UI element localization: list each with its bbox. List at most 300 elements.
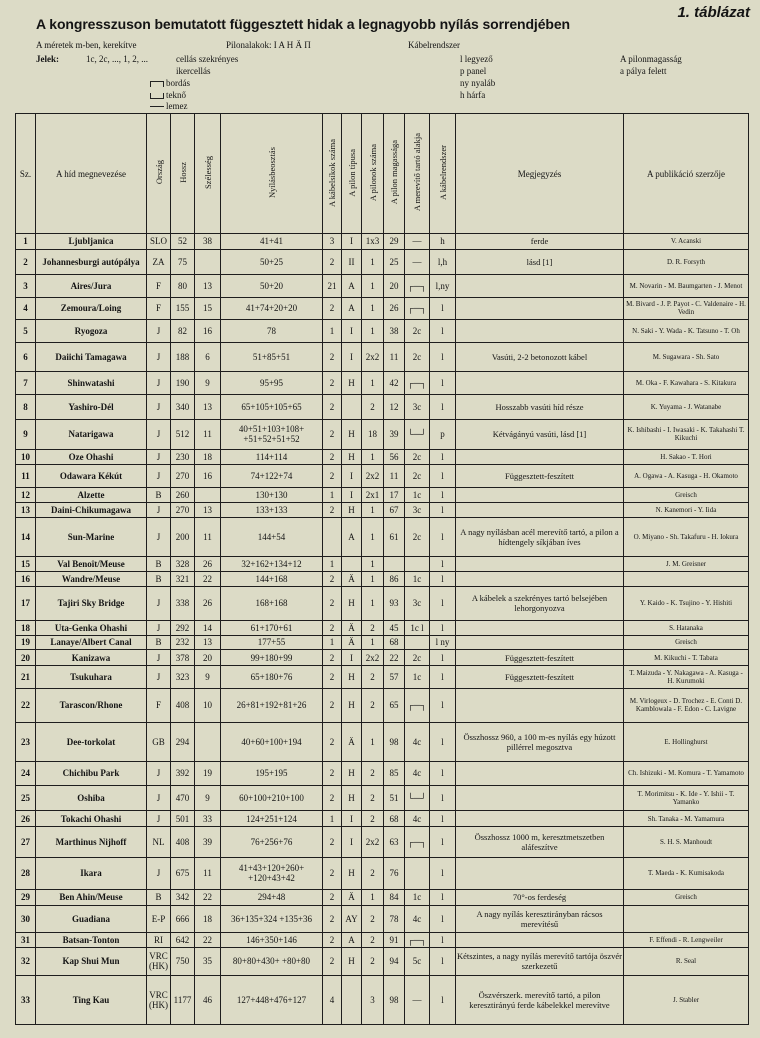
cell-count: 2 [362,932,384,947]
cell-width: 13 [195,502,221,517]
cell-length: 230 [171,449,195,465]
cell-count: 2 [362,620,384,635]
cell-count: 1x3 [362,234,384,250]
cell-sz: 23 [16,722,36,761]
legend-cable-harp: h hárfa [460,90,486,100]
table-row [16,395,749,420]
cell-girder: 2c [405,342,430,372]
cell-pylon: H [342,786,362,811]
cell-remark [456,932,624,947]
cell-planes: 2 [323,889,342,905]
cell-spans: 124+251+124 [221,811,323,827]
cell-height: 63 [384,827,405,858]
cell-pylon: Ä [342,572,362,587]
cell-count: 3 [362,975,384,1024]
cell-remark: Függesztett-feszített [456,465,624,488]
cell-cable: l [430,761,456,786]
cell-country: J [147,449,171,465]
cell-width: 13 [195,274,221,297]
table-row [16,502,749,517]
cell-pylon: H [342,857,362,889]
table-row [16,761,749,786]
cell-length: 270 [171,465,195,488]
cell-name: Natarigawa [36,420,147,450]
cell-spans: 127+448+476+127 [221,975,323,1024]
legend-plate-label: lemez [166,101,188,111]
cell-width: 10 [195,688,221,722]
cell-length: 675 [171,857,195,889]
cell-length: 501 [171,811,195,827]
cell-girder: 4c [405,761,430,786]
cell-sz: 5 [16,320,36,343]
cell-pylon: H [342,449,362,465]
cell-author: S. H. S. Manhoudt [624,827,749,858]
header-spans [221,114,323,234]
table-row [16,297,749,320]
cell-width: 26 [195,586,221,620]
legend-trough-label: teknő [166,90,186,100]
cell-spans: 95+95 [221,372,323,395]
cell-spans: 32+162+134+12 [221,557,323,572]
cell-sz: 25 [16,786,36,811]
cell-length: 52 [171,234,195,250]
legend-plate [150,101,188,111]
table-row [16,488,749,503]
header-sz: Sz. [16,114,36,234]
cell-pylon: H [342,420,362,450]
cell-sz: 18 [16,620,36,635]
cell-length: 642 [171,932,195,947]
cell-country: J [147,811,171,827]
cell-pylon: H [342,688,362,722]
header-pylon-type [342,114,362,234]
header-cable-planes-label: A kábelsíkok száma [327,138,337,207]
cell-cable: l [430,517,456,557]
cell-pylon: II [342,249,362,274]
cell-length: 321 [171,572,195,587]
cell-count: 1 [362,297,384,320]
cell-cable: l [430,722,456,761]
legend-ribbed [150,78,190,88]
cell-author: Greisch [624,488,749,503]
cell-sz: 4 [16,297,36,320]
cell-length: 323 [171,666,195,689]
cell-count: 2 [362,688,384,722]
cell-width: 46 [195,975,221,1024]
cell-count: 1 [362,372,384,395]
trough-symbol [150,93,164,99]
cell-width: 13 [195,395,221,420]
cell-cable: l [430,947,456,975]
cell-cable: l [430,857,456,889]
cell-height: 22 [384,650,405,666]
cell-author: M. Oka - F. Kawahara - S. Kitakura [624,372,749,395]
cell-country: F [147,297,171,320]
cell-name: Marthinus Nijhoff [36,827,147,858]
cell-height: 61 [384,517,405,557]
cell-height: 42 [384,372,405,395]
cell-name: Yashiro-Dél [36,395,147,420]
cell-name: Wandre/Meuse [36,572,147,587]
cell-sz: 7 [16,372,36,395]
table-body [16,234,749,1025]
cell-name: Batsan-Tonton [36,932,147,947]
cell-planes: 2 [323,620,342,635]
cell-sz: 31 [16,932,36,947]
table-row [16,666,749,689]
cell-planes: 2 [323,786,342,811]
cell-count: 2 [362,761,384,786]
cell-cable: l,ny [430,274,456,297]
cell-height: 68 [384,811,405,827]
cell-remark: Összhossz 960, a 100 m-es nyílás egy húzott pillérrel megosztva [456,722,624,761]
cell-name: Ikara [36,857,147,889]
cell-author: M. Bivard - J. P. Payot - C. Valdenaire - H. Vedin [624,297,749,320]
cell-girder: 1c [405,488,430,503]
legend-cell-twin: ikercellás [176,66,211,76]
header-pylon-height-label: A pilon magassága [389,140,399,205]
cell-country: J [147,586,171,620]
cell-author: Y. Kaido - K. Tsujino - Y. Hishiti [624,586,749,620]
cell-planes: 2 [323,420,342,450]
cell-pylon: H [342,586,362,620]
cell-length: 82 [171,320,195,343]
cell-name: Uta-Genka Ohashi [36,620,147,635]
legend-cable-system: Kábelrendszer [408,40,460,50]
cell-width: 6 [195,342,221,372]
cell-spans: 78 [221,320,323,343]
header-pylon-type-label: A pilon típusa [346,148,357,197]
cell-spans: 195+195 [221,761,323,786]
cell-spans: 41+41 [221,234,323,250]
cell-girder: 2c [405,650,430,666]
cell-sz: 24 [16,761,36,786]
cell-count: 2x2 [362,650,384,666]
cell-name: Daiichi Tamagawa [36,342,147,372]
cell-pylon: Ä [342,635,362,650]
cell-length: 190 [171,372,195,395]
cell-sz: 22 [16,688,36,722]
cell-name: Tajiri Sky Bridge [36,586,147,620]
header-cable-system [430,114,456,234]
legend-pylon-height-2: a pálya felett [620,66,667,76]
cell-planes: 3 [323,234,342,250]
cell-remark [456,449,624,465]
cell-height: 84 [384,889,405,905]
cell-author: V. Acanski [624,234,749,250]
cell-planes: 2 [323,932,342,947]
cell-girder: 4c [405,905,430,932]
cell-girder [405,857,430,889]
cell-remark: Öszvérszerk. merevítő tartó, a pilon keresztirányú ferde kábelekkel merevítve [456,975,624,1024]
table-row [16,620,749,635]
cell-country: J [147,650,171,666]
cell-spans: 133+133 [221,502,323,517]
cell-cable: l [430,297,456,320]
cell-spans: 294+48 [221,889,323,905]
cell-cable: l [430,572,456,587]
cell-name: Ben Ahin/Meuse [36,889,147,905]
cell-author: J. Stabler [624,975,749,1024]
table-row [16,857,749,889]
cell-pylon: A [342,932,362,947]
cell-sz: 14 [16,517,36,557]
cell-count: 2x2 [362,342,384,372]
cell-author: K. Yuyama - J. Watanabe [624,395,749,420]
cell-sz: 26 [16,811,36,827]
cell-remark [456,688,624,722]
cell-remark: Hosszabb vasúti híd része [456,395,624,420]
cell-author: T. Maeda - K. Kumisakoda [624,857,749,889]
table-row [16,342,749,372]
cell-girder: 5c [405,947,430,975]
table-row [16,420,749,450]
cell-width: 11 [195,857,221,889]
cell-height: 20 [384,274,405,297]
cell-girder [405,557,430,572]
cell-girder: └─┘ [405,420,430,450]
cell-sz: 16 [16,572,36,587]
cell-pylon [342,975,362,1024]
cell-height: 76 [384,857,405,889]
cell-author [624,905,749,932]
cell-width: 22 [195,572,221,587]
cell-name: Sun-Marine [36,517,147,557]
cell-length: 232 [171,635,195,650]
cell-planes: 2 [323,650,342,666]
cell-length: 1177 [171,975,195,1024]
cell-height: 94 [384,947,405,975]
cell-sz: 2 [16,249,36,274]
cell-height: 29 [384,234,405,250]
cell-sz: 19 [16,635,36,650]
cell-name: Oshiba [36,786,147,811]
cell-cable: l [430,889,456,905]
cell-width: 33 [195,811,221,827]
cell-width: 13 [195,635,221,650]
cell-length: 270 [171,502,195,517]
cell-planes: 2 [323,465,342,488]
cell-spans: 80+80+430+ +80+80 [221,947,323,975]
cell-count: 1 [362,517,384,557]
cell-cable: l [430,502,456,517]
cell-name: Alzette [36,488,147,503]
cell-length: 342 [171,889,195,905]
cell-girder: 1c [405,889,430,905]
cell-count: 1 [362,635,384,650]
cell-width: 22 [195,932,221,947]
cell-author: M. Novarin - M. Baumgarten - J. Menot [624,274,749,297]
cell-name: Kap Shui Mun [36,947,147,975]
ribbed-symbol [150,81,164,87]
cell-width: 20 [195,650,221,666]
cell-height: 38 [384,320,405,343]
cell-girder: 1c [405,666,430,689]
cell-girder: 4c [405,722,430,761]
cell-spans: 65+180+76 [221,666,323,689]
cell-spans: 60+100+210+100 [221,786,323,811]
cell-length: 378 [171,650,195,666]
cell-planes: 2 [323,722,342,761]
cell-sz: 32 [16,947,36,975]
cell-pylon: I [342,650,362,666]
header-cable-system-label: A kábelrendszer [437,145,448,200]
cell-author: T. Morimitsu - K. Ide - Y. Ishii - T. Yamanko [624,786,749,811]
cell-count: 2 [362,905,384,932]
cell-planes: 2 [323,502,342,517]
cell-planes: 2 [323,827,342,858]
cell-author: D. R. Forsyth [624,249,749,274]
cell-spans: 146+350+146 [221,932,323,947]
cell-length: 155 [171,297,195,320]
cell-planes: 2 [323,249,342,274]
table-row [16,905,749,932]
table-row [16,947,749,975]
cell-remark [456,572,624,587]
cell-author: R. Seal [624,947,749,975]
cell-length: 392 [171,761,195,786]
cell-sz: 28 [16,857,36,889]
cell-sz: 30 [16,905,36,932]
page-title: A kongresszuson bemutatott függesztett hidak a legnagyobb nyílás sorrendjében [36,16,570,32]
cell-pylon: H [342,761,362,786]
cell-pylon: I [342,320,362,343]
cell-girder: — [405,249,430,274]
header-spans-label: Nyílásbeosztás [266,147,277,198]
table-row [16,320,749,343]
cell-author: Greisch [624,635,749,650]
cell-width: 22 [195,889,221,905]
cell-spans: 41+43+120+260+ +120+43+42 [221,857,323,889]
cell-name: Dee-torkolat [36,722,147,761]
cell-cable: l [430,586,456,620]
cell-planes: 2 [323,947,342,975]
cell-length: 666 [171,905,195,932]
cell-planes: 2 [323,572,342,587]
cell-remark [456,620,624,635]
cell-cable: l [430,465,456,488]
cell-height: 45 [384,620,405,635]
table-row [16,975,749,1024]
cell-pylon: A [342,274,362,297]
legend [0,38,760,112]
cell-cable: l [430,372,456,395]
legend-cable-bundle: ny nyaláb [460,78,496,88]
cell-name: Johannesburgi autópálya [36,249,147,274]
cell-cable: l [430,827,456,858]
cell-girder: — [405,234,430,250]
cell-remark: 70°-os ferdeség [456,889,624,905]
cell-pylon: I [342,827,362,858]
cell-country: J [147,372,171,395]
table-row [16,889,749,905]
cell-length: 750 [171,947,195,975]
cell-spans: 76+256+76 [221,827,323,858]
cell-height: 78 [384,905,405,932]
cell-girder [405,635,430,650]
cell-sz: 27 [16,827,36,858]
cell-remark: Összhossz 1000 m, keresztmetszetben aláfeszítve [456,827,624,858]
cell-country: F [147,688,171,722]
cell-cable: l ny [430,635,456,650]
header-width-label: Szélesség [202,155,213,190]
cell-author: N. Kanemori - Y. Iida [624,502,749,517]
cell-girder: 2c [405,320,430,343]
cell-width [195,722,221,761]
cell-width: 15 [195,297,221,320]
cell-country: NL [147,827,171,858]
cell-girder: └─┘ [405,786,430,811]
cell-name: Kanizawa [36,650,147,666]
cell-country: J [147,320,171,343]
cell-planes: 1 [323,320,342,343]
cell-length: 512 [171,420,195,450]
cell-author: Sh. Tanaka - M. Yamamura [624,811,749,827]
cell-length: 292 [171,620,195,635]
cell-remark [456,635,624,650]
cell-spans: 144+54 [221,517,323,557]
cell-country: B [147,572,171,587]
cell-author: M. Kikuchi - T. Tabata [624,650,749,666]
cell-planes: 2 [323,586,342,620]
cell-name: Shinwatashi [36,372,147,395]
cell-width: 14 [195,620,221,635]
cell-sz: 9 [16,420,36,450]
cell-count: 1 [362,572,384,587]
cell-length: 328 [171,557,195,572]
cell-sz: 20 [16,650,36,666]
cell-remark: Kétszintes, a nagy nyílás merevítő tartója öszvér szerkezetű [456,947,624,975]
legend-marks-label: Jelek: [36,54,59,64]
cell-pylon: I [342,234,362,250]
legend-units: A méretek m-ben, kerekítve [36,40,137,50]
cell-height: 26 [384,297,405,320]
cell-cable: p [430,420,456,450]
cell-country: ZA [147,249,171,274]
cell-pylon: I [342,465,362,488]
cell-girder: ┌─┐ [405,827,430,858]
cell-spans: 130+130 [221,488,323,503]
cell-count: 2x2 [362,465,384,488]
cell-count: 1 [362,722,384,761]
cell-count: 2 [362,666,384,689]
cell-remark: A kábelek a szekrényes tartó belsejében lehorgonyozva [456,586,624,620]
cell-width: 9 [195,372,221,395]
cell-cable: l [430,905,456,932]
cell-count: 2 [362,786,384,811]
cell-count: 2 [362,857,384,889]
cell-name: Zemoura/Loing [36,297,147,320]
cell-length: 80 [171,274,195,297]
cell-author: Greisch [624,889,749,905]
table-row [16,932,749,947]
cell-girder: ┌─┐ [405,932,430,947]
cell-remark: A nagy nyílásban acél merevítő tartó, a pilon a hídtengely síkjában íves [456,517,624,557]
cell-length: 188 [171,342,195,372]
cell-country: E-P [147,905,171,932]
cell-cable: l [430,811,456,827]
cell-name: Lanaye/Albert Canal [36,635,147,650]
cell-count: 2 [362,395,384,420]
cell-width: 16 [195,465,221,488]
cell-remark: Vasúti, 2-2 betonozott kábel [456,342,624,372]
cell-girder: 3c [405,395,430,420]
cell-cable: l [430,786,456,811]
plate-symbol [150,106,164,107]
cell-girder: 2c [405,465,430,488]
cell-cable: l [430,666,456,689]
cell-pylon: H [342,666,362,689]
